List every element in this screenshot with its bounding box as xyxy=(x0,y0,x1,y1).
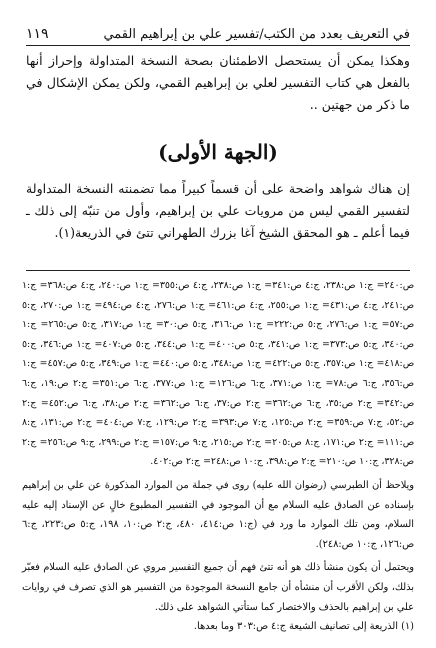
running-header xyxy=(26,18,410,46)
note-paragraph: ويحتمل أن يكون منشأ ذلك هو أنه تتئ فهم أن جميع التفسير مروي عن الصادق عليه السلام فعبّر بذلك، ولكن الأقرب أن منشأه أن جامع النسخة الموجودة من التفسير هو الذي تصرف في روايات علي بن إبراهيم بالحذف والاختصار كما ستأتي الشواهد على ذلك. xyxy=(22,562,414,613)
main-paragraph: إن هناك شواهد واضحة على أن قسماً كبيراً مما تضمنته النسخة المتداولة لتفسير القمي ليس من مرويات علي بن إبراهيم، وأول من تنبّه إلى ذلك ـ فيما أعلم ـ هو المحقق الشيخ آغا بزرك الطهراني تتئ في الذريعة(١). xyxy=(26,181,410,240)
section-heading: (الجهة الأولى) xyxy=(158,140,278,164)
intro-paragraph: وهكذا يمكن أن يستحصل الاطمئنان بصحة النسخة المتداولة وإحراز أنها بالفعل هي كتاب التفسير لعلي بن إبراهيم القمي، ولكن يمكن الإشكال في ما ذكر من جهتين .. xyxy=(26,53,410,112)
page-number: ١١٩ xyxy=(26,26,49,42)
note-paragraph: ويلاحظ أن الطبرسي (رضوان الله عليه) روى في جملة من الموارد المذكورة عن علي بن إبراهيم بإسناده عن الصادق عليه السلام مع أن الموجود في التفسير المطبوع خالٍ عن الإسناد إليه عليه السلام، ومن تلك الموارد ما ورد في (ج:١ ص:٤١٤، ٤٨٠، ج:٢ ص:١٠، ١٩٨، ج:٥ ص:٢٢٣، ج:٦ ص:١٢٦، ج:١٠ ص:٢٤٨). xyxy=(22,479,414,550)
footnotes-section xyxy=(22,276,414,637)
footnote-citation: (١) الذريعة إلى تصانيف الشيعة ج:٤ ص:٣٠٣ وما بعدها. xyxy=(193,621,414,633)
main-paragraph-block xyxy=(26,178,410,244)
reference-list: ص:٢٤٠= ج:١ ص:٢٣٨، ج:٤ ص:٣٤١= ج:١ ص:٢٣٨، ج:٤ ص:٣٥٥= ج:١ ص:٢٤٠، ج:٤ ص:٣٦٨= ج:١ ص:٢٤١، ج:٤ ص:٤٣١= ج:١ ص:٢٥٥، ج:٤ ص:٤٦١= ج:١ ص:٢٧٦، ج:٤ ص:٤٩٤= ج:١ ص:٢٧٠، ج:٥ ص:٥٧= ج:١ ص:٢٧٦، ج:٥ ص:٢٢٢= ج:١ ص:٣١٦، ج:٥ ص:٣٠= ج:١ ص:٣١٧، ج:٥ ص:٢٦٥= ج:١ ص:٣٤٠، ج:٥ ص:٣٧٣= ج:١ ص:٣٤١، ج:٥ ص:٤٠٠= ج:١ ص:٣٤٤، ج:٥ ص:٤٠٧= ج:١ ص:٣٤٦، ج:٥ ص:٤١٨= ج:١ ص:٣٥٧، ج:٥ ص:٤٢٢= ج:١ ص:٣٤٨، ج:٥ ص:٤٤٠= ج:١ ص:٣٤٩، ج:٥ ص:٤٥٧= ج:١ ص:٣٥٦، ج:٦ ص:٧٨= ج:١ ص:٣٧١، ج:٦ ص:١٢٦= ج:١ ص:٣٧٧، ج:٦ ص:٣٥١= ج:٢ ص:١٩، ج:٦ ص:٣٤٢= ج:٢ ص:٣٥، ج:٦ ص:٣٦٢= ج:٢ ص:٣٧، ج:٦ ص:٣٦٢= ج:٢ ص:٣٨، ج:٦ ص:٤٥٢= ج:٢ ص:٥٢، ج:٧ ص:٣٥٩= ج:٢ ص:١٢٥، ج:٧ ص:٣٩٣= ج:٢ ص:١٢٩، ج:٧ ص:٤٠٤= ج:٢ ص:١٣١، ج:٨ ص:١١١= ج:٢ ص:١٧١، ج:٨ ص:٢٠٥= ج:٢ ص:٢١٥، ج:٩ ص:١٥٧= ج:٢ ص:٢٩٩، ج:٩ ص:٢٥٦= ج:٢ ص:٣٢٨، ج:١٠ ص:٢١٠= ج:٢ ص:٣٩٨، ج:١٠ ص:٢٤٨= ج:٢ ص:٤٠٢. xyxy=(22,280,415,468)
header-title: في التعريف بعدد من الكتب/تفسير علي بن إبراهيم القمي xyxy=(103,27,410,42)
footnote-separator xyxy=(26,270,410,271)
intro-paragraph-block xyxy=(26,50,410,116)
